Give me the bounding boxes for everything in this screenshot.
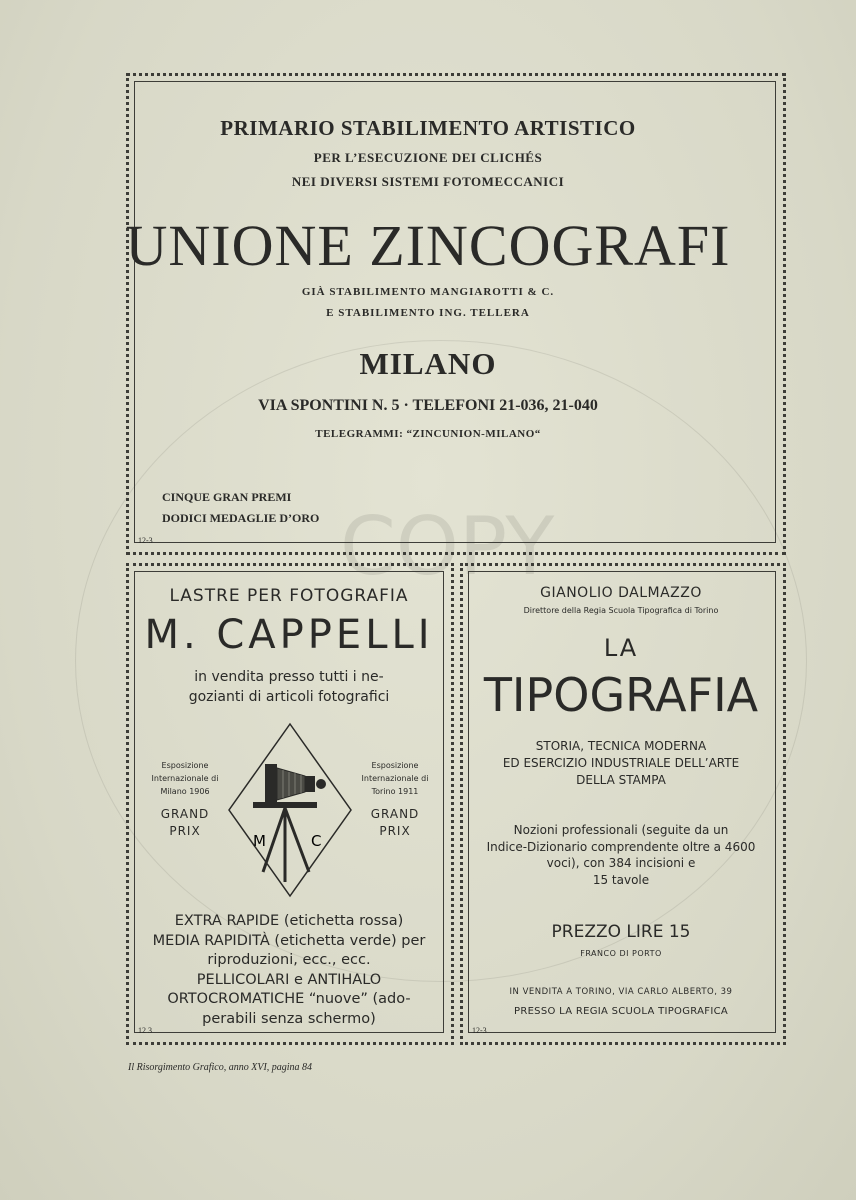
prize-left-line: PRIX [169, 824, 201, 838]
right-ad-author: GIANOLIO DALMAZZO [540, 585, 702, 601]
product-line: EXTRA RAPIDE (etichetta rossa) [174, 913, 404, 929]
logo-letter-m: M [253, 832, 266, 850]
top-ad-code: 12-3 [138, 536, 153, 545]
left-ad-line1: in vendita presso tutti i ne- [194, 669, 384, 685]
top-ad-telegrams: TELEGRAMMI: “ZINCUNION-MILANO“ [315, 428, 541, 440]
prize-right-line: GRAND [370, 807, 420, 821]
top-ad-former1: GIÀ STABILIMENTO MANGIAROTTI & C. [301, 286, 555, 298]
right-ad-price: PREZZO LIRE 15 [551, 922, 691, 942]
camera-logo-icon [227, 722, 353, 898]
right-ad-code: 12-3 [472, 1026, 487, 1035]
top-ad-awards2: DODICI MEDAGLIE D’ORO [162, 511, 320, 525]
subtitle-line: ED ESERCIZIO INDUSTRIALE DELL’ARTE [502, 756, 740, 770]
left-ad-code: 12 3 [138, 1026, 152, 1035]
left-ad-brand: M. CAPPELLI [144, 612, 434, 658]
description-line: Nozioni professionali (seguite da un [513, 823, 729, 837]
watermark-text: COPY [340, 500, 555, 593]
description-line: Indice-Dizionario comprendente oltre a 4600 [486, 839, 756, 854]
prize-right [350, 806, 440, 840]
left-ad-line2: gozianti di articoli fotografici [188, 689, 390, 705]
expo-right-line: Torino 1911 [371, 787, 419, 796]
top-ad-sub2: NEI DIVERSI SISTEMI FOTOMECCANICI [291, 174, 565, 189]
page-footer: Il Risorgimento Grafico, anno XVI, pagina 84 [128, 1062, 313, 1073]
right-ad-sale2: PRESSO LA REGIA SCUOLA TIPOGRAFICA [513, 1006, 728, 1017]
logo-letter-c: C [311, 832, 322, 850]
right-ad-subtitle [468, 738, 774, 789]
right-ad-title-main: TIPOGRAFIA [483, 668, 759, 722]
left-ad-heading: LASTRE PER FOTOGRAFIA [169, 586, 409, 606]
top-ad-sub1: PER L’ESECUZIONE DEI CLICHÉS [313, 150, 543, 165]
expo-left-line: Esposizione [161, 761, 209, 770]
top-ad-address: VIA SPONTINI N. 5 · TELEFONI 21-036, 21-040 [258, 397, 598, 414]
left-ad-products [134, 912, 444, 1029]
subtitle-line: STORIA, TECNICA MODERNA [535, 739, 707, 753]
top-ad-city: MILANO [359, 346, 497, 381]
right-ad-title-la: LA [603, 634, 639, 662]
top-ad-heading: PRIMARIO STABILIMENTO ARTISTICO [220, 116, 636, 140]
prize-left [140, 806, 230, 840]
description-line: 15 tavole [592, 872, 650, 887]
product-line: ORTOCROMATICHE “nuove” (ado- [167, 991, 411, 1007]
expo-left-line: Internazionale di [151, 774, 219, 783]
top-ad-former2: E STABILIMENTO ING. TELLERA [326, 307, 530, 319]
right-ad-shipping: FRANCO DI PORTO [580, 949, 662, 958]
right-ad-author-role: Direttore della Regia Scuola Tipografica di Torino [523, 606, 719, 615]
product-line: MEDIA RAPIDITÀ (etichetta verde) per [152, 932, 426, 949]
product-line: perabili senza schermo) [202, 1010, 376, 1027]
expo-left [140, 759, 230, 798]
top-ad-awards1: CINQUE GRAN PREMI [162, 490, 292, 504]
description-line: voci), con 384 incisioni e [546, 856, 696, 870]
subtitle-line: DELLA STAMPA [576, 773, 666, 787]
top-ad-company: UNIONE ZINCOGRAFI [125, 213, 731, 278]
product-line: riproduzioni, ecc., ecc. [207, 952, 371, 968]
expo-right [350, 759, 440, 798]
prize-left-line: GRAND [160, 807, 210, 821]
expo-right-line: Internazionale di [361, 774, 429, 783]
expo-left-line: Milano 1906 [160, 787, 210, 796]
prize-right-line: PRIX [379, 824, 411, 838]
expo-right-line: Esposizione [371, 761, 419, 770]
product-line: PELLICOLARI e ANTIHALO [196, 971, 382, 988]
right-ad-description [468, 822, 774, 888]
right-ad-sale1: IN VENDITA A TORINO, VIA CARLO ALBERTO, 39 [509, 987, 733, 997]
